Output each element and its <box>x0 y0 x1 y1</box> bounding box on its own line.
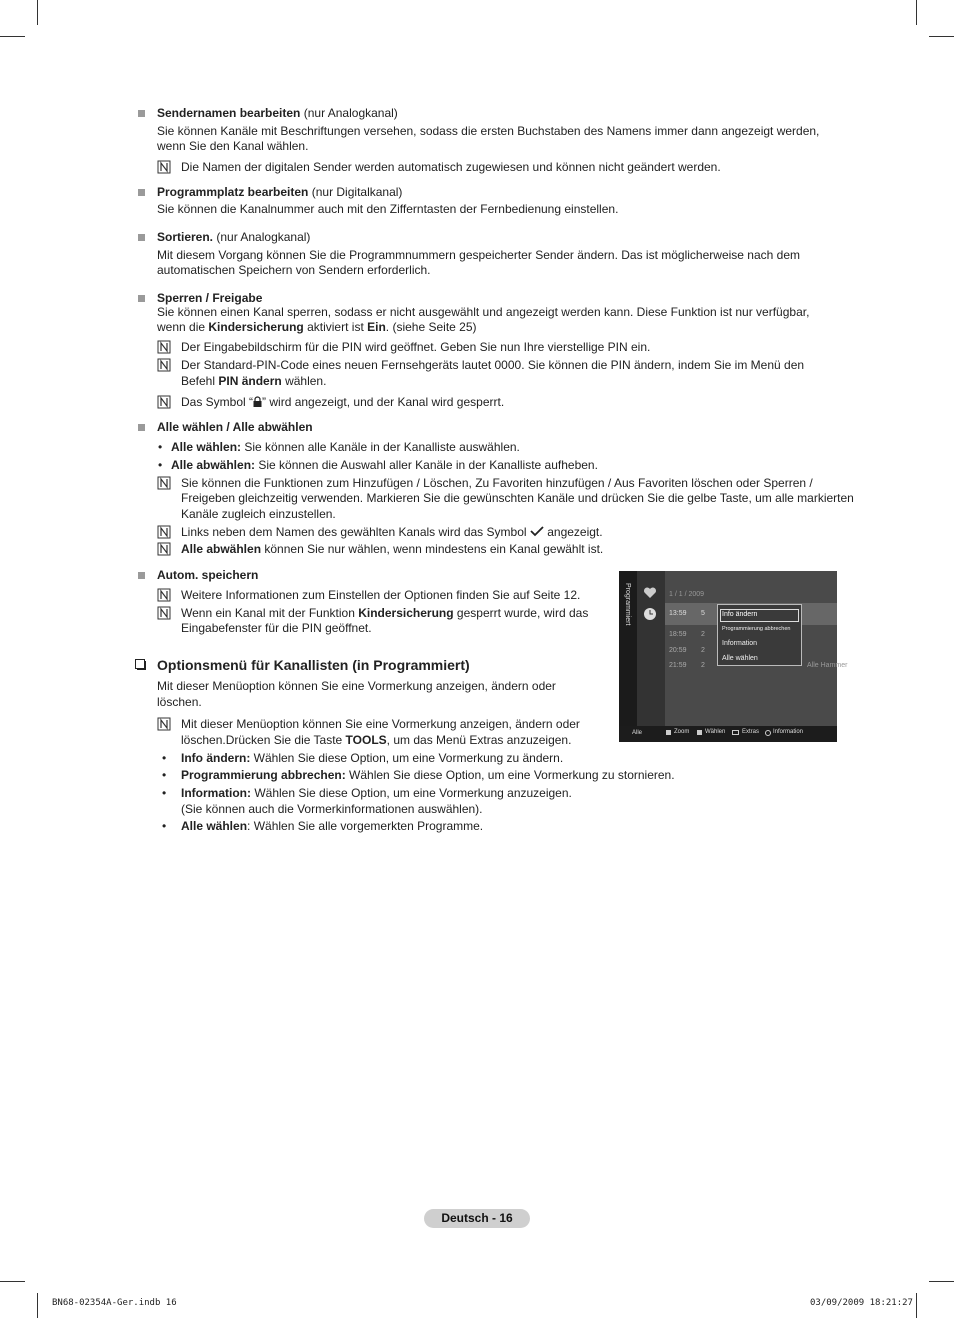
body-text: Sie können Kanäle mit Beschriftungen versehen, sodass die ersten Buchstaben des Namens immer dann angezeigt werden, <box>157 124 820 138</box>
bullet-text: (Sie können auch die Vormerkinformationen auswählen). <box>181 802 483 816</box>
tools-popup-menu <box>717 604 802 666</box>
bullet-text: Alle wählen: Wählen Sie alle vorgemerkten Programme. <box>181 819 484 833</box>
note-icon <box>157 476 171 490</box>
body-text: wenn Sie den Kanal wählen. <box>157 139 309 153</box>
note-icon <box>157 588 171 602</box>
blue-key-icon <box>697 730 702 735</box>
tv-program-name: Alle Hammer <box>807 662 848 669</box>
bullet-text: Alle wählen: Sie können alle Kanäle in der Kanalliste auswählen. <box>171 440 520 454</box>
tv-date: 1 / 1 / 2009 <box>669 591 705 598</box>
note-text: Der Eingabebildschirm für die PIN wird geöffnet. Geben Sie nun Ihre vierstellige PIN ein. <box>181 340 651 354</box>
clock-icon <box>643 607 657 621</box>
bullet-square-icon <box>138 110 145 117</box>
crop-mark <box>929 36 954 37</box>
tv-channel: 2 <box>701 631 705 638</box>
bullet-square-icon <box>138 234 145 241</box>
body-text: automatischen Speichern von Sendern erforderlich. <box>157 263 431 277</box>
print-slug-date: 03/09/2009 18:21:27 <box>810 1298 913 1308</box>
note-icon <box>157 340 171 354</box>
tv-bottom-bar <box>619 726 837 742</box>
tv-time: 18:59 <box>669 631 687 638</box>
print-slug-file: BN68-02354A-Ger.indb 16 <box>52 1298 177 1308</box>
bullet-square-icon <box>138 295 145 302</box>
note-text: Die Namen der digitalen Sender werden automatisch zugewiesen und können nicht geändert werden. <box>181 160 721 174</box>
note-text: Mit dieser Menüoption können Sie eine Vormerkung anzeigen, ändern oder <box>181 717 580 731</box>
bullet-dot: • <box>162 819 167 833</box>
menu-item-alle-waehlen[interactable]: Alle wählen <box>722 655 758 662</box>
heart-icon <box>643 587 657 599</box>
note-text: Weitere Informationen zum Einstellen der Optionen finden Sie auf Seite 12. <box>181 588 581 602</box>
note-text: Das Symbol “ ” wird angezeigt, und der Kanal wird gesperrt. <box>181 395 505 409</box>
note-text: Der Standard-PIN-Code eines neuen Fernsehgeräts lautet 0000. Sie können die PIN ändern, indem Sie im Menü den <box>181 358 805 372</box>
tv-time: 20:59 <box>669 647 687 654</box>
side-label: Programmiert <box>624 583 631 626</box>
crop-mark <box>37 0 38 25</box>
tv-time: 13:59 <box>669 610 687 617</box>
tv-screenshot <box>619 571 848 742</box>
note-text: Freigeben gleichzeitig verwenden. Markieren Sie die gewünschten Kanäle und drücken Sie die gelbe Taste, um alle markierten <box>181 491 854 505</box>
body-text: Mit diesem Vorgang können Sie die Programmnummern gespeicherter Sender ändern. Das ist möglicherweise nach dem <box>157 248 800 262</box>
note-icon <box>157 395 171 409</box>
bullet-dot: • <box>158 440 163 454</box>
legend-extras: Extras <box>742 729 760 735</box>
body-text: wenn die Kindersicherung aktiviert ist Ein. (siehe Seite 25) <box>157 320 477 334</box>
info-icon <box>765 730 771 736</box>
crop-mark <box>37 1293 38 1318</box>
bullet-dot: • <box>158 458 163 472</box>
bullet-square-icon <box>138 189 145 196</box>
crop-mark <box>916 0 917 25</box>
page-number-badge: Deutsch - 16 <box>424 1209 530 1228</box>
body-text: löschen. <box>157 695 202 709</box>
note-icon <box>157 606 171 620</box>
menu-item-information[interactable]: Information <box>722 640 758 647</box>
note-text: Eingabefenster für die PIN geöffnet. <box>181 621 372 635</box>
bullet-dot: • <box>162 768 167 782</box>
legend-zoom: Zoom <box>674 729 690 735</box>
section-title: Alle wählen / Alle abwählen <box>157 420 313 434</box>
note-text: Wenn ein Kanal mit der Funktion Kindersicherung gesperrt wurde, wird das <box>181 606 589 620</box>
tools-icon <box>732 730 739 735</box>
crop-mark <box>916 1293 917 1318</box>
menu-item-programmierung-abbrechen[interactable]: Programmierung abbrechen <box>722 626 791 632</box>
bullet-dot: • <box>162 751 167 765</box>
crop-mark <box>0 1281 25 1282</box>
section-title: Sperren / Freigabe <box>157 291 263 305</box>
note-text: Befehl PIN ändern wählen. <box>181 374 327 388</box>
crop-mark <box>0 36 25 37</box>
body-text: Mit dieser Menüoption können Sie eine Vormerkung anzeigen, ändern oder <box>157 679 556 693</box>
note-text: Sie können die Funktionen zum Hinzufügen / Löschen, Zu Favoriten hinzufügen / Aus Favoriten löschen oder Sperren / <box>181 476 813 490</box>
tv-channel: 2 <box>701 662 705 669</box>
note-icon <box>157 717 171 731</box>
checkbox-square-icon <box>135 659 146 670</box>
note-icon <box>157 542 171 556</box>
bullet-text: Information: Wählen Sie diese Option, um eine Vormerkung anzuzeigen. <box>181 786 572 800</box>
tv-filter-label: Alle <box>632 730 643 736</box>
tv-time: 21:59 <box>669 662 687 669</box>
note-icon <box>157 358 171 372</box>
bullet-square-icon <box>138 572 145 579</box>
legend-information: Information <box>773 729 804 735</box>
menu-item-info-aendern[interactable]: Info ändern <box>722 611 758 618</box>
section-title: Sendernamen bearbeiten (nur Analogkanal) <box>157 106 398 120</box>
lock-icon <box>253 396 262 407</box>
section-heading: Optionsmenü für Kanallisten (in Programmiert) <box>157 657 470 673</box>
yellow-key-icon <box>666 730 671 735</box>
note-text: Links neben dem Namen des gewählten Kanals wird das Symbol angezeigt. <box>181 525 603 539</box>
bullet-text: Info ändern: Wählen Sie diese Option, um eine Vormerkung zu ändern. <box>181 751 564 765</box>
checkmark-icon <box>530 526 544 537</box>
tv-channel: 2 <box>701 647 705 654</box>
section-title: Autom. speichern <box>157 568 259 582</box>
bullet-square-icon <box>138 424 145 431</box>
note-icon <box>157 160 171 174</box>
legend-waehlen: Wählen <box>705 729 726 735</box>
body-text: Sie können die Kanalnummer auch mit den Zifferntasten der Fernbedienung einstellen. <box>157 202 619 216</box>
bullet-text: Alle abwählen: Sie können die Auswahl aller Kanäle in der Kanalliste aufheben. <box>171 458 598 472</box>
note-text: löschen.Drücken Sie die Taste TOOLS, um das Menü Extras anzuzeigen. <box>181 733 572 747</box>
note-text: Alle abwählen können Sie nur wählen, wenn mindestens ein Kanal gewählt ist. <box>181 542 604 556</box>
section-title: Programmplatz bearbeiten (nur Digitalkanal) <box>157 185 403 199</box>
crop-mark <box>929 1281 954 1282</box>
note-icon <box>157 525 171 539</box>
note-text: Kanäle zugleich einzustellen. <box>181 507 336 521</box>
tv-channel: 5 <box>701 610 705 617</box>
bullet-text: Programmierung abbrechen: Wählen Sie diese Option, um eine Vormerkung zu stornieren. <box>181 768 675 782</box>
bullet-dot: • <box>162 786 167 800</box>
body-text: Sie können einen Kanal sperren, sodass er nicht ausgewählt und angezeigt werden kann. Diese Funktion ist nur verfügbar, <box>157 305 810 319</box>
section-title: Sortieren. (nur Analogkanal) <box>157 230 311 244</box>
